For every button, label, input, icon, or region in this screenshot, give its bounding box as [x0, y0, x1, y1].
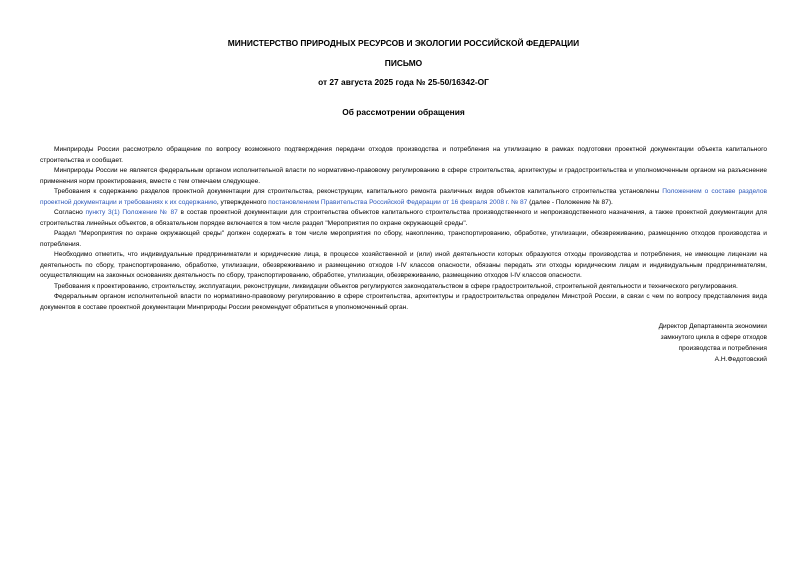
paragraph-7: Требования к проектированию, строительству, эксплуатации, реконструкции, ликвидации объектов регулируются законодательством в сфере градостроительной, строительной деятельности и технического регулирования. [54, 282, 738, 290]
letter-body [40, 145, 767, 313]
signatory-position-line-1: Директор Департамента экономики [658, 323, 767, 330]
document-date-number: от 27 августа 2025 года № 25-50/16342-ОГ [318, 77, 489, 87]
paragraph-4-text-a: Согласно [54, 209, 86, 216]
paragraph-3-text-c: (далее - Положение № 87). [527, 198, 613, 206]
paragraph-4-text-b: в состав проектной документации для строительства объектов капитального строительства производственного и непроизводственного назначения, а также проектной документации для строительства линейных объектов, в обязательном порядке включается в том числе раздел "Мероприятия по охране окружающей среды". [40, 209, 767, 227]
document-type: ПИСЬМО [384, 58, 423, 68]
paragraph-3 [40, 187, 767, 208]
signature-block [659, 321, 767, 365]
government-decree-link[interactable]: постановлением Правительства Российской Федерации от 16 февраля 2008 г. № 87 [268, 198, 528, 206]
paragraph-2: Минприроды России не является федеральным органом исполнительной власти по нормативно-правовому регулированию в сфере строительства, архитектуры и градостроительства и уполномоченным органом на разъяснение применения норм проектирования, вместе с тем отмечаем следующее. [40, 167, 767, 185]
signatory-position-line-3: производства и потребления [678, 345, 767, 352]
ministry-title: МИНИСТЕРСТВО ПРИРОДНЫХ РЕСУРСОВ И ЭКОЛОГИИ РОССИЙСКОЙ ФЕДЕРАЦИИ [227, 38, 580, 48]
document-subject: Об рассмотрении обращения [342, 107, 465, 117]
clause-link[interactable]: пункту 3(1) Положение № 87 [85, 209, 178, 216]
paragraph-5: Раздел "Мероприятия по охране окружающей среды" должен содержать в том числе мероприятия по сбору, накоплению, транспортированию, обработке, утилизации, обезвреживанию, размещению отходов производства и потребления. [40, 230, 767, 248]
paragraph-1: Минприроды России рассмотрело обращение по вопросу возможного подтверждения передачи отходов производства и потребления на утилизацию в рамках подготовки проектной документации объекта капитального строительства и сообщает. [40, 146, 767, 164]
paragraph-8: Федеральным органом исполнительной власти по нормативно-правовому регулированию в сфере строительства, архитектуры и градостроительства определен Минстрой России, в связи с чем по вопросу представления вида документов в составе проектной документации Минприроды России рекомендует обратиться в уполномоченный орган. [40, 293, 767, 311]
signatory-position-line-2: замкнутого цикла в сфере отходов [660, 334, 767, 341]
signatory-name: А.Н.Федотовский [714, 356, 767, 363]
paragraph-3-text-a: Требования к содержанию разделов проектной документации для строительства, реконструкции, капитального ремонта различных видов объектов капитального строительства установлены [54, 188, 663, 195]
regulation-link[interactable]: Положением о составе разделов проектной документации и требованиях к их содержанию [40, 188, 767, 206]
paragraph-6: Необходимо отметить, что индивидуальные предприниматели и юридические лица, в процессе хозяйственной и (или) иной деятельности которых образуются отходы производства и потребления, не имеющие лицензии на деятельность по сбору, транспортированию, обработке, утилизации, обезвреживанию и размещению отходов I-IV классов опасности, обязаны передать эти отходы юридическим лицам и индивидуальным предпринимателям, осуществляющим на законных основаниях деятельность по сбору, транспортированию, обработке, утилизации, обезвреживанию, размещению отходов I-IV классов опасности. [40, 251, 767, 279]
paragraph-3-text-b: , утвержденного [216, 198, 269, 206]
paragraph-4 [40, 208, 767, 229]
